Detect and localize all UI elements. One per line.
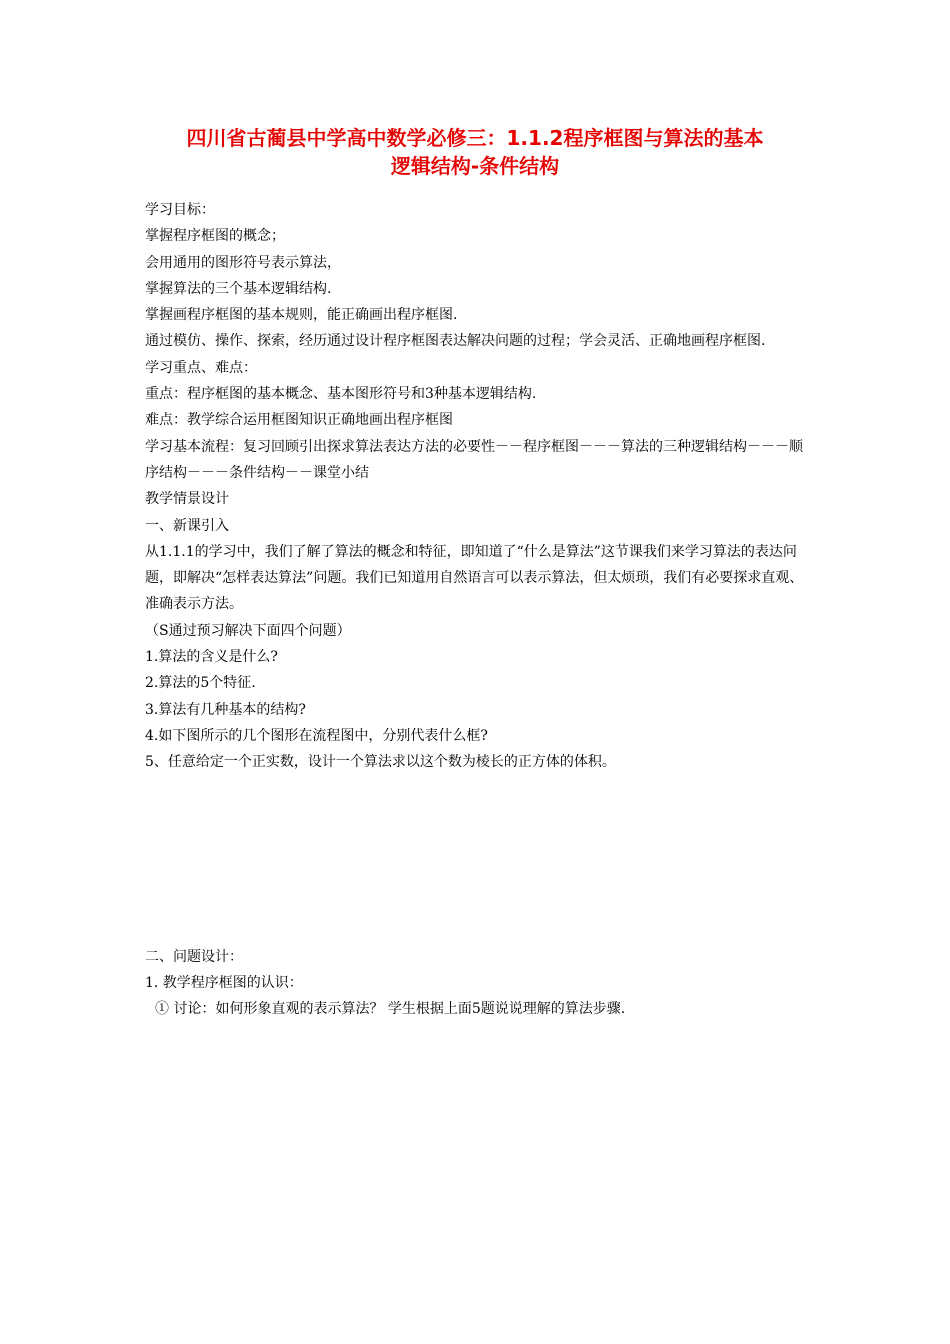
paragraph: 学习目标： xyxy=(145,202,215,218)
paragraph: 重点：程序框图的基本概念、基本图形符号和3种基本逻辑结构. xyxy=(145,386,537,403)
paragraph: 难点：教学综合运用框图知识正确地画出程序框图 xyxy=(145,412,453,429)
paragraph: 会用通用的图形符号表示算法， xyxy=(145,254,341,271)
paragraph: 从1.1.1的学习中，我们了解了算法的概念和特征，即知道了“什么是算法”这节课我们来学习算法的表达问题，即解决“怎样表达算法”问题。我们已知道用自然语言可以表示算法，但太烦琐，我们有必要探求直观、准确表示方法。 xyxy=(145,543,804,613)
blank-space xyxy=(145,776,810,944)
paragraph: 学习重点、难点： xyxy=(145,359,257,376)
paragraph: 一、新课引入 xyxy=(145,517,229,534)
list-item: 2.算法的5个特征. xyxy=(145,675,256,692)
paragraph: ① 讨论：如何形象直观的表示算法？ 学生根据上面5题说说理解的算法步骤. xyxy=(155,1001,626,1018)
section-heading: 二、问题设计： xyxy=(145,948,243,965)
document-title xyxy=(100,124,850,180)
paragraph: （S通过预习解决下面四个问题） xyxy=(145,622,351,639)
paragraph: 掌握程序框图的概念； xyxy=(145,228,285,245)
paragraph: 1. 教学程序框图的认识： xyxy=(145,974,303,991)
paragraph: 通过模仿、操作、探索，经历通过设计程序框图表达解决问题的过程；学会灵活、正确地画程序框图. xyxy=(145,333,766,350)
list-item: 3.算法有几种基本的结构? xyxy=(145,701,306,718)
list-item: 4.如下图所示的几个图形在流程图中，分别代表什么框? xyxy=(145,727,488,744)
list-item: 5、任意给定一个正实数，设计一个算法求以这个数为棱长的正方体的体积。 xyxy=(145,754,616,771)
paragraph: 学习基本流程：复习回顾引出探求算法表达方法的必要性－－程序框图－－－算法的三种逻辑结构－－－顺序结构－－－条件结构－－课堂小结 xyxy=(145,438,803,481)
title-line-2: 逻辑结构-条件结构 xyxy=(390,154,560,178)
paragraph: 掌握画程序框图的基本规则，能正确画出程序框图. xyxy=(145,307,458,324)
title-line-1: 四川省古蔺县中学高中数学必修三：1.1.2程序框图与算法的基本 xyxy=(186,126,764,150)
document-body xyxy=(145,197,810,1022)
paragraph: 掌握算法的三个基本逻辑结构. xyxy=(145,280,332,297)
list-item: 1.算法的含义是什么? xyxy=(145,649,278,666)
paragraph: 教学情景设计 xyxy=(145,491,229,508)
